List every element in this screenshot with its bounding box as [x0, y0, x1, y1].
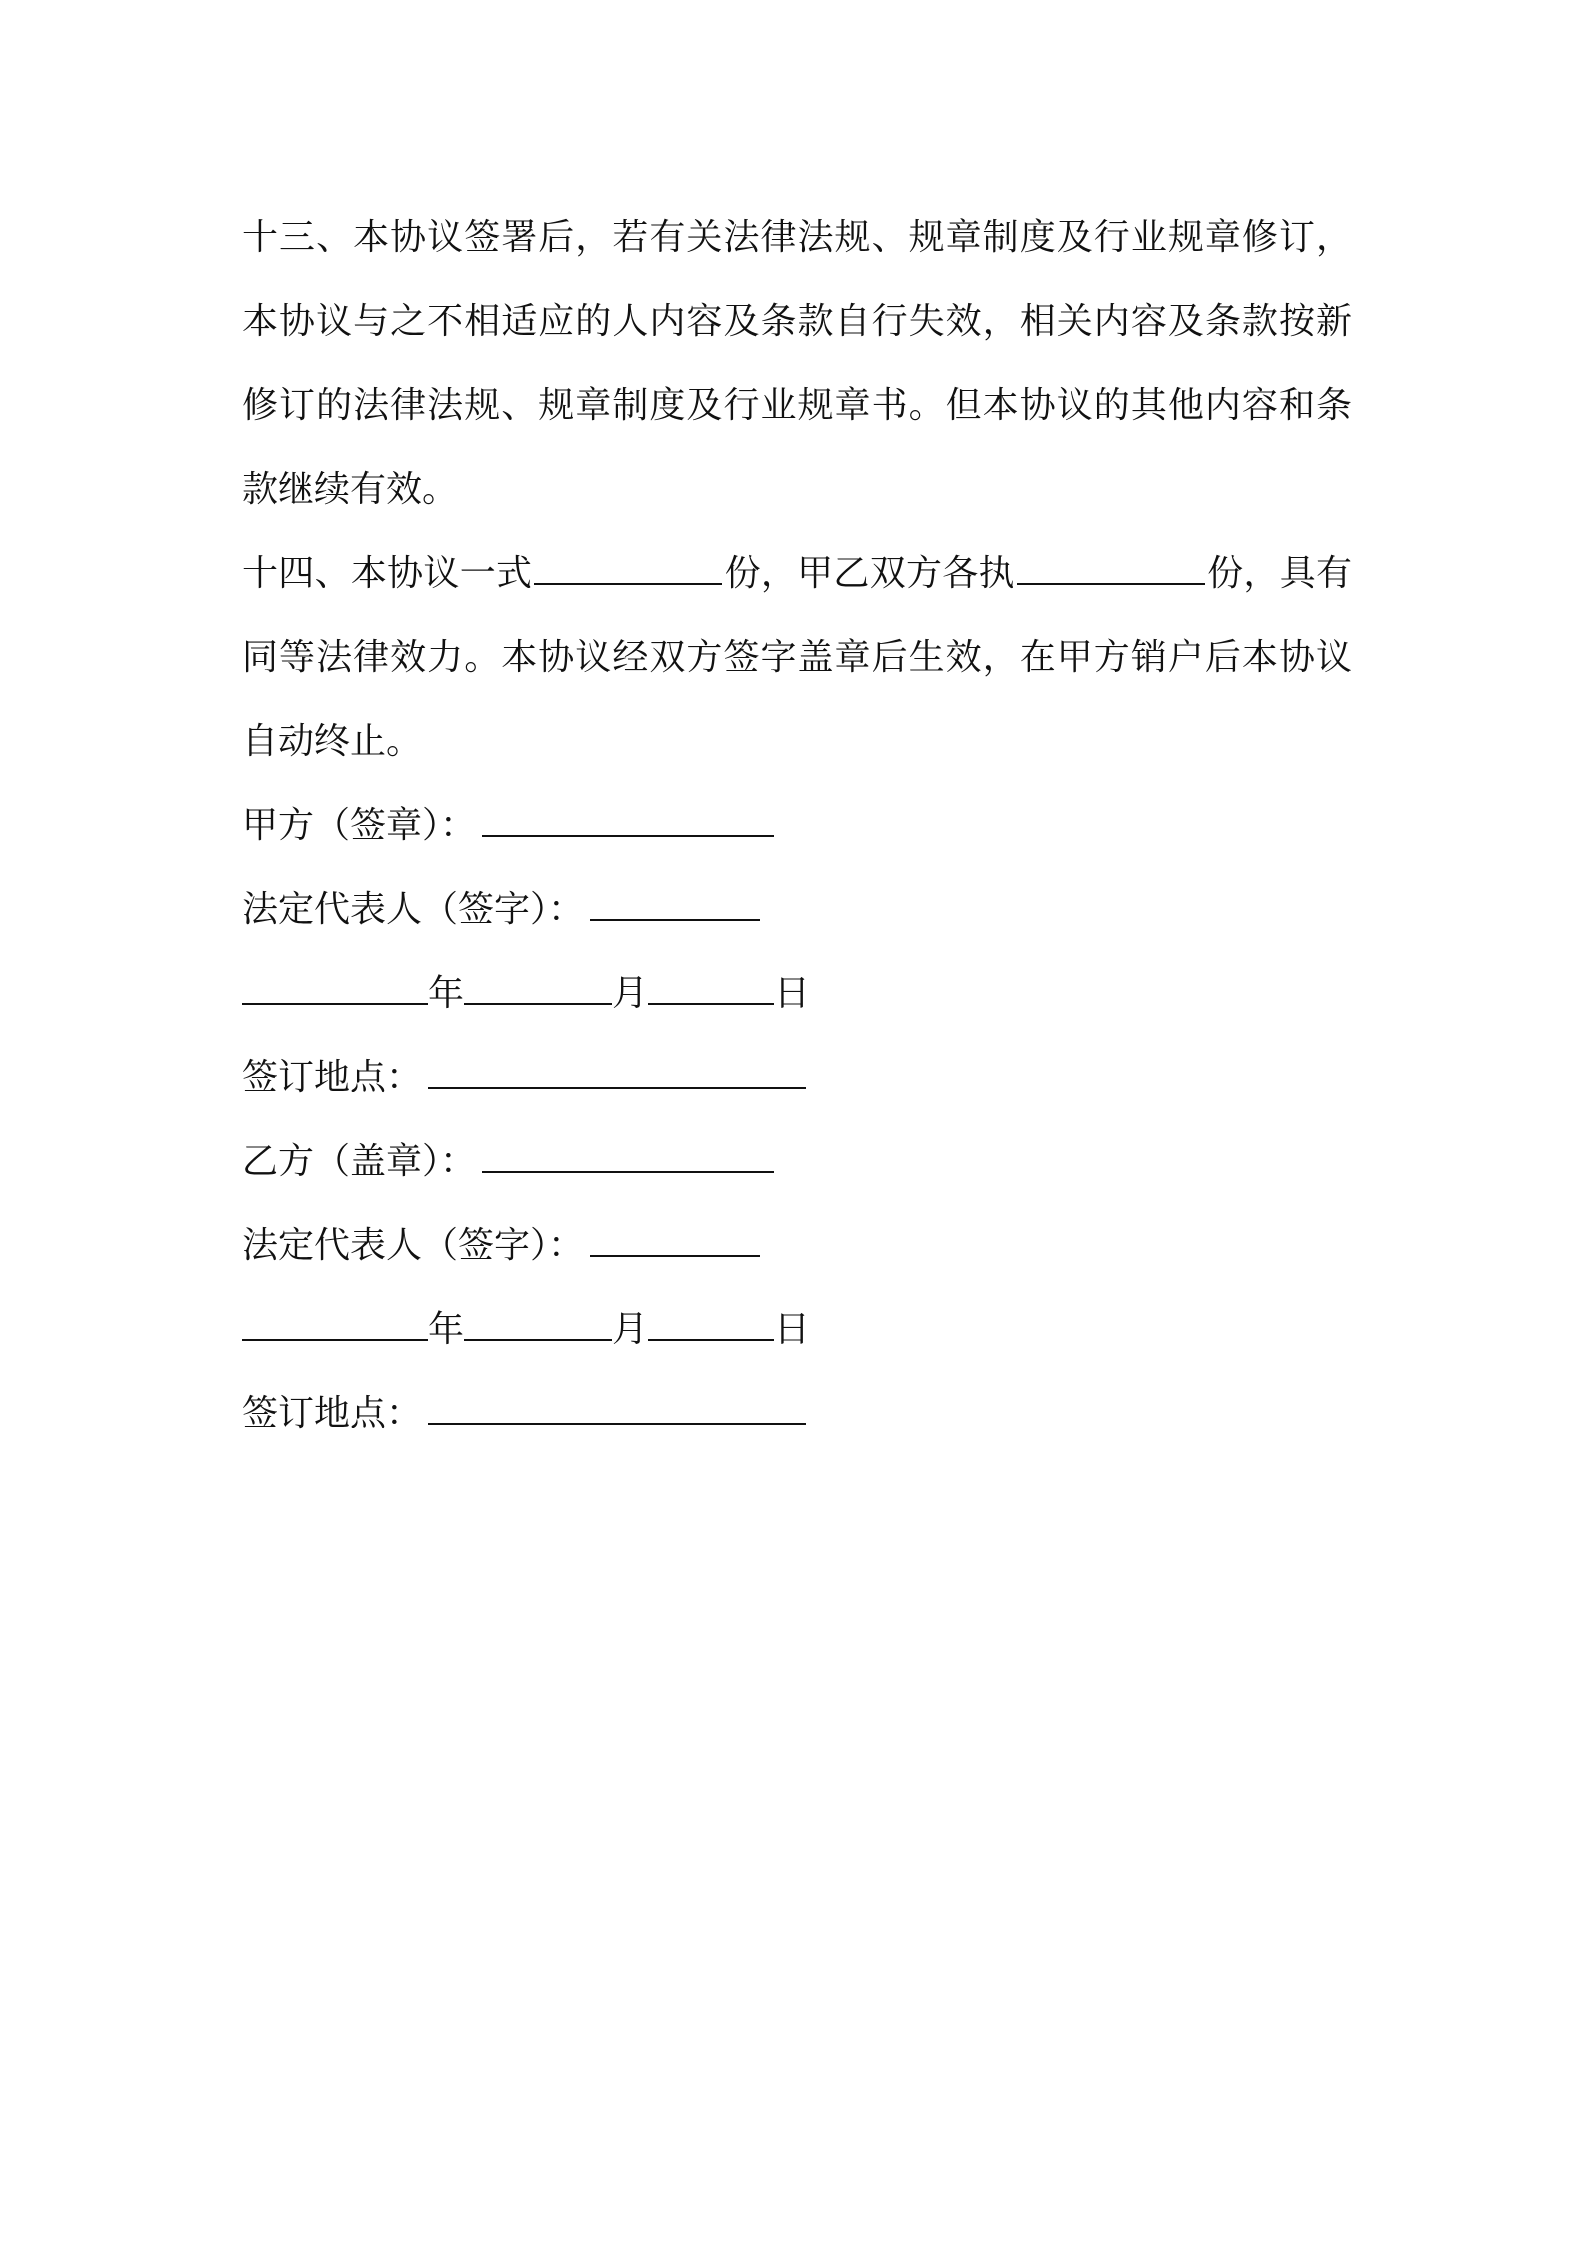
party-b-sign-label: 乙方（盖章）： [242, 1141, 477, 1182]
party-a-place-blank [428, 1057, 806, 1089]
party-a-year-blank [242, 973, 428, 1005]
party-b-day-blank [648, 1309, 774, 1341]
party-b-sign-line [242, 1120, 1352, 1204]
party-b-day-label: 日 [774, 1309, 811, 1350]
party-b-rep-line [242, 1204, 1352, 1288]
party-b-place-blank [428, 1393, 806, 1425]
copies-each-blank [1017, 553, 1205, 585]
clause-14 [242, 532, 1352, 784]
party-a-sign-line [242, 784, 1352, 868]
party-a-day-blank [648, 973, 774, 1005]
party-b-rep-blank [590, 1225, 760, 1257]
clause-14-part2: 份，甲乙双方各执 [724, 553, 1015, 594]
party-b-date-line [242, 1288, 1352, 1372]
party-b-rep-label: 法定代表人（签字）： [242, 1225, 585, 1266]
clause-14-part1: 十四、本协议一式 [242, 553, 533, 594]
party-b-place-label: 签订地点： [242, 1393, 423, 1434]
clause-13: 十三、本协议签署后，若有关法律法规、规章制度及行业规章修订，本协议与之不相适应的人内容及条款自行失效，相关内容及条款按新修订的法律法规、规章制度及行业规章书。但本协议的其他内容和条款继续有效。 [242, 217, 1352, 510]
party-a-rep-blank [590, 889, 760, 921]
party-a-month-blank [464, 973, 612, 1005]
party-b-month-blank [464, 1309, 612, 1341]
clause-14-part3: 份，具有同等法律效力。本协议经双方签字盖章后生效，在甲方销户后本协议自动终止。 [242, 553, 1352, 762]
party-b-sign-blank [482, 1141, 774, 1173]
party-a-date-line [242, 952, 1352, 1036]
party-a-sign-blank [482, 805, 774, 837]
party-b-month-label: 月 [612, 1309, 649, 1350]
party-a-day-label: 日 [774, 973, 811, 1014]
party-a-month-label: 月 [612, 973, 649, 1014]
party-a-rep-line [242, 868, 1352, 952]
party-a-place-line [242, 1036, 1352, 1120]
party-b-place-line [242, 1372, 1352, 1456]
party-a-year-label: 年 [428, 973, 465, 1014]
party-a-sign-label: 甲方（签章）： [242, 805, 477, 846]
party-a-rep-label: 法定代表人（签字）： [242, 889, 585, 930]
party-a-place-label: 签订地点： [242, 1057, 423, 1098]
total-copies-blank [534, 553, 722, 585]
document-body [242, 196, 1352, 1456]
party-b-year-blank [242, 1309, 428, 1341]
party-b-year-label: 年 [428, 1309, 465, 1350]
